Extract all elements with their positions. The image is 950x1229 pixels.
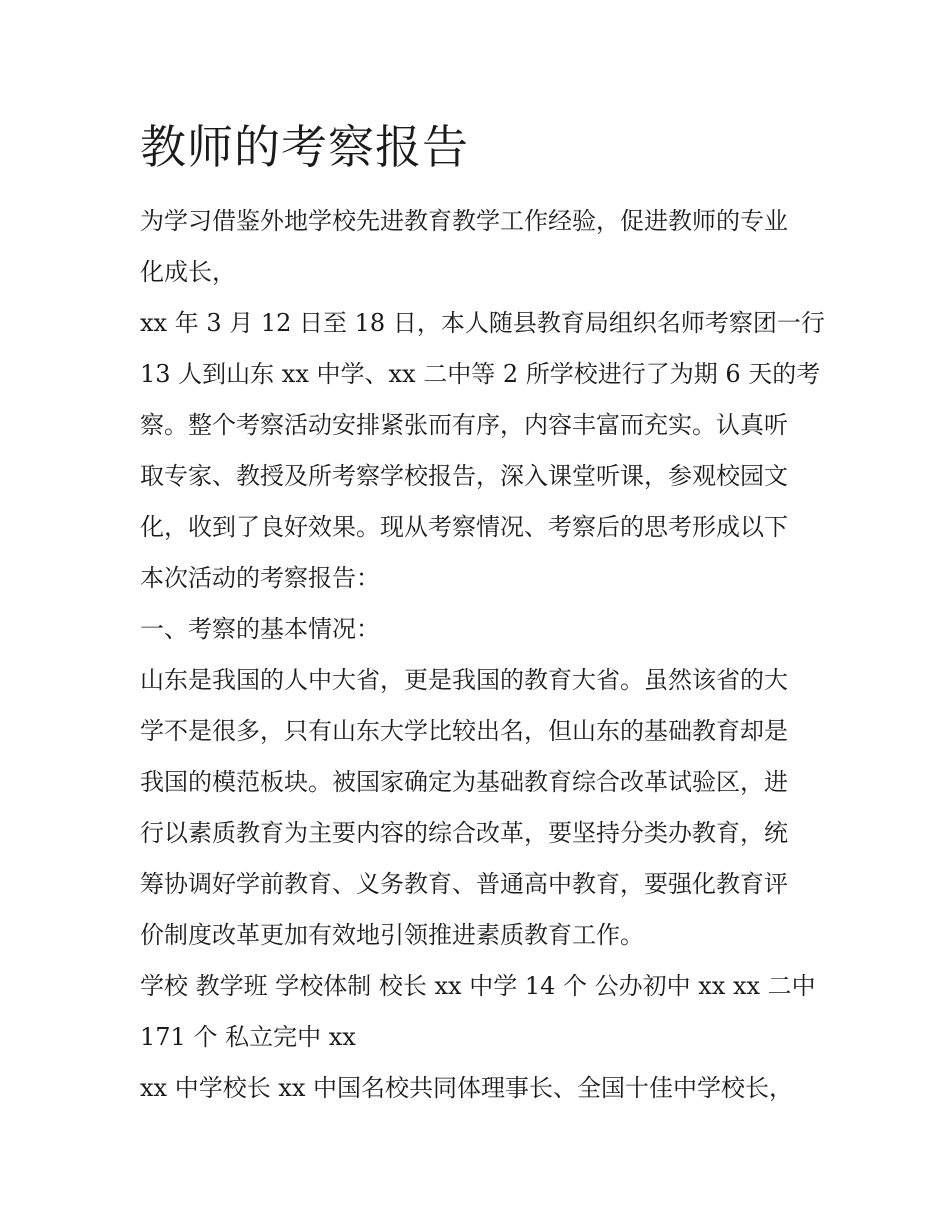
text-line: 学不是很多，只有山东大学比较出名，但山东的基础教育却是 bbox=[140, 717, 788, 745]
document-body bbox=[140, 196, 825, 1114]
text-line: xx 中学校长 xx 中国名校共同体理事长、全国十佳中学校长， bbox=[140, 1074, 794, 1102]
paragraph-shandong-overview bbox=[140, 655, 812, 961]
text-line: 行以素质教育为主要内容的综合改革，要坚持分类办教育，统 bbox=[140, 819, 788, 847]
text-line: 一、考察的基本情况： bbox=[140, 615, 380, 643]
text-line: 化成长， bbox=[140, 258, 236, 286]
document-title: 教师的考察报告 bbox=[140, 120, 469, 174]
text-line: 为学习借鉴外地学校先进教育教学工作经验，促进教师的专业 bbox=[140, 207, 788, 235]
text-line: 本次活动的考察报告： bbox=[140, 564, 380, 592]
text-line: 13 人到山东 xx 中学、xx 二中等 2 所学校进行了为期 6 天的考 bbox=[140, 360, 821, 388]
paragraph-principal-intro bbox=[140, 1063, 812, 1114]
text-line: 筹协调好学前教育、义务教育、普通高中教育，要强化教育评 bbox=[140, 870, 788, 898]
text-line: 察。整个考察活动安排紧张而有序，内容丰富而充实。认真听 bbox=[140, 411, 788, 439]
paragraph-intro-details bbox=[140, 298, 825, 604]
text-line: 171 个 私立完中 xx bbox=[140, 1023, 356, 1051]
text-line: 取专家、教授及所考察学校报告，深入课堂听课，参观校园文 bbox=[140, 462, 788, 490]
text-line: 学校 教学班 学校体制 校长 xx 中学 14 个 公办初中 xx xx 二中 bbox=[140, 972, 816, 1000]
paragraph-school-table-text bbox=[140, 961, 816, 1063]
text-line: 我国的模范板块。被国家确定为基础教育综合改革试验区，进 bbox=[140, 768, 788, 796]
section-heading bbox=[140, 604, 812, 655]
text-line: 化，收到了良好效果。现从考察情况、考察后的思考形成以下 bbox=[140, 513, 788, 541]
text-line: 山东是我国的人中大省，更是我国的教育大省。虽然该省的大 bbox=[140, 666, 788, 694]
paragraph-intro-purpose bbox=[140, 196, 812, 298]
text-line: xx 年 3 月 12 日至 18 日，本人随县教育局组织名师考察团一行 bbox=[140, 309, 825, 337]
text-line: 价制度改革更加有效地引领推进素质教育工作。 bbox=[140, 921, 644, 949]
